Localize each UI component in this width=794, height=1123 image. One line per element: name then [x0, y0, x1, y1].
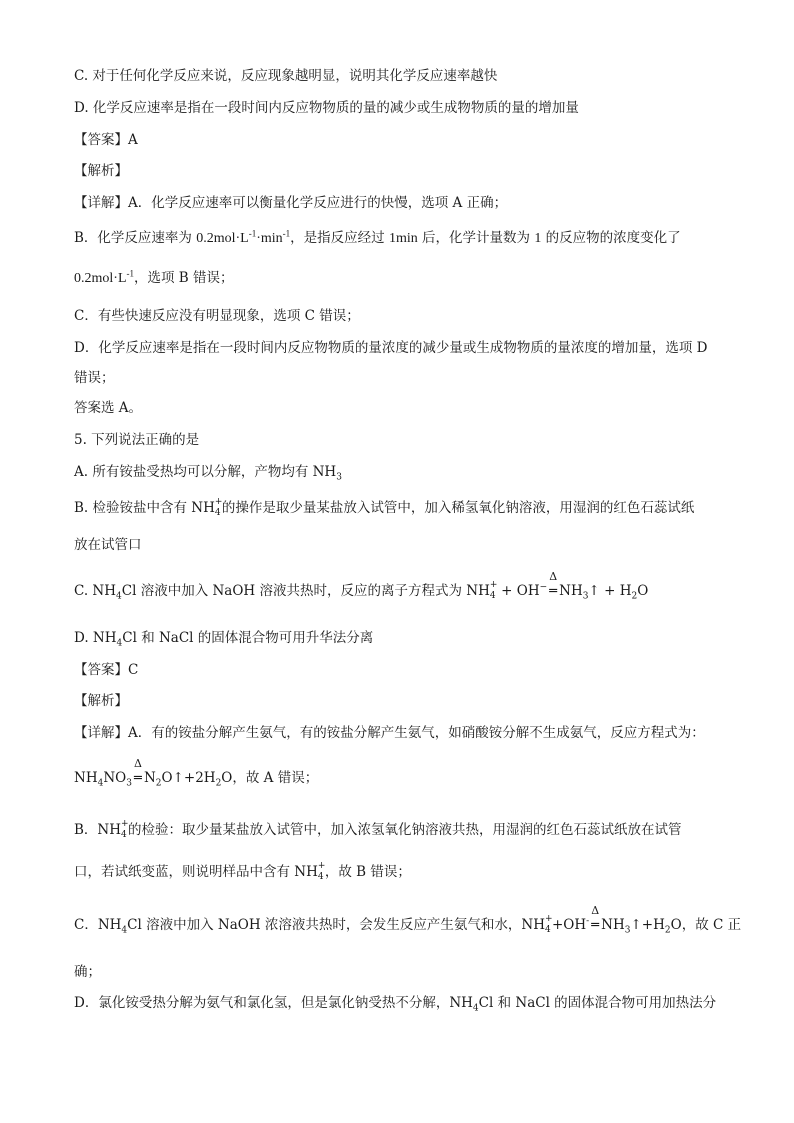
answer-label-2: 【答案】C: [74, 662, 139, 678]
subscript-four: 4: [214, 507, 221, 518]
subscript: 3: [582, 591, 589, 602]
text-segment: Cl 和 NaCl 的固体混合物可用升华法分离: [122, 630, 374, 646]
text-segment: D．氯化铵受热分解为氨气和氯化氢，但是氯化钠受热不分解，NH: [74, 995, 473, 1011]
subscript: 4: [121, 925, 128, 936]
text-segment: C．NH: [74, 917, 122, 933]
formula-part: 0.2mol·L: [74, 271, 127, 286]
q5-option-d: [74, 628, 373, 648]
delta-symbol: Δ: [591, 904, 600, 917]
analysis-label-2: 【解析】: [74, 693, 128, 709]
text-segment: O，故 A 错误；: [221, 770, 319, 786]
explain-b-cont: [74, 268, 234, 289]
text-segment: NH: [601, 917, 625, 933]
text-segment: A. 所有铵盐受热均可以分解，产物均有 NH: [74, 464, 337, 480]
formula-part: ·min: [256, 231, 283, 246]
text-segment: Cl 溶液中加入 NaOH 溶液共热时，反应的离子方程式为 NH: [121, 583, 490, 599]
q5-option-b: [74, 498, 694, 518]
q5-option-a: [74, 462, 342, 482]
text-segment: 的反应物的浓度变化了: [541, 230, 681, 246]
superscript: -: [586, 916, 590, 927]
ammonium-charge: [544, 913, 553, 935]
formula: 1min: [388, 231, 418, 246]
text-segment: B. 检验铵盐中含有 NH: [74, 500, 215, 516]
text-segment: 后，化学计量数为: [417, 230, 535, 246]
analysis-label: 【解析】: [74, 163, 128, 179]
text-segment: B．NH: [74, 822, 122, 838]
formula: 1: [534, 231, 542, 246]
text-segment: NH: [559, 583, 583, 599]
heating-sign: [589, 904, 601, 936]
formula: [196, 228, 291, 246]
explain2-c: [74, 904, 742, 936]
text-segment: ，选项 B 错误；: [134, 270, 234, 286]
text-segment: O: [637, 583, 649, 599]
explain-c: C．有些快速反应没有明显现象，选项 C 错误；: [74, 308, 360, 324]
answer-label: 【答案】A: [74, 132, 138, 148]
subscript: 4: [116, 591, 122, 602]
q5-option-c: [74, 570, 649, 602]
text-segment: 口，若试纸变蓝，则说明样品中含有 NH: [74, 864, 318, 880]
text-segment: O↑+2H: [161, 770, 216, 786]
final-answer: 答案选 A。: [74, 400, 143, 416]
subscript-four: 4: [489, 590, 496, 601]
subscript: 3: [624, 925, 631, 936]
text-segment: 的操作是取少量某盐放入试管中，加入稀氢氧化钠溶液，用湿润的红色石蕊试纸: [221, 500, 695, 516]
delta-symbol: Δ: [549, 570, 558, 583]
text-segment: ↑+H: [630, 917, 665, 933]
explain2-a: 【详解】A．有的铵盐分解产生氨气，有的铵盐分解产生氨气，如硝酸铵分解不生成氨气，反应方程式为：: [74, 725, 705, 741]
equals-symbol: ═: [134, 771, 142, 786]
text-segment: NO: [103, 770, 127, 786]
charge-plus: +: [121, 818, 129, 829]
superscript: −: [539, 582, 548, 593]
subscript-four: 4: [544, 924, 551, 935]
superscript: -1: [126, 268, 134, 279]
heating-sign: [132, 757, 144, 789]
text-segment: 的检验：取少量某盐放入试管中，加入浓氢氧化钠溶液共热，用湿润的红色石蕊试纸放在试管: [128, 822, 682, 838]
text-segment: N: [143, 770, 156, 786]
text-segment: ，故 B 错误；: [324, 864, 411, 880]
text-segment: Cl 和 NaCl 的固体混合物可用加热法分: [478, 995, 717, 1011]
explain-a: 【详解】A．化学反应速率可以衡量化学反应进行的快慢，选项 A 正确；: [74, 195, 508, 211]
question-5-stem: 5. 下列说法正确的是: [74, 432, 200, 448]
superscript: -1: [248, 228, 257, 239]
q5-option-b-cont: 放在试管口: [74, 537, 142, 553]
text-segment: D. NH: [74, 630, 117, 646]
subscript: 2: [664, 925, 671, 936]
text-segment: +OH: [551, 917, 587, 933]
explain2-d: [74, 993, 716, 1013]
subscript: 4: [472, 1003, 479, 1014]
explain2-b-cont: [74, 862, 411, 882]
explain2-b: [74, 820, 682, 840]
option-d-text: D. 化学反应速率是指在一段时间内反应物物质的量的减少或生成物物质的量的增加量: [74, 100, 579, 116]
ammonium-charge: [214, 496, 223, 518]
subscript-four: 4: [121, 829, 127, 840]
subscript: 4: [116, 638, 123, 649]
formula-part: 0.2mol·L: [196, 231, 249, 246]
text-segment: ，是指反应经过: [290, 230, 389, 246]
explain2-a-equation: [74, 757, 319, 789]
subscript: 4: [97, 778, 104, 789]
text-segment: O，故 C 正: [670, 917, 742, 933]
charge-plus: +: [214, 496, 223, 507]
explain-d-cont: 错误；: [74, 370, 115, 386]
explain-b: [74, 228, 681, 249]
ammonium-charge: [317, 860, 326, 882]
subscript-four: 4: [317, 871, 324, 882]
charge-plus: +: [317, 860, 326, 871]
subscript: 2: [631, 591, 638, 602]
text-segment: Cl 溶液中加入 NaOH 浓溶液共热时，会发生反应产生氨气和水，NH: [127, 917, 545, 933]
ammonium-charge: [121, 818, 129, 840]
option-c-text: C. 对于任何化学反应来说，反应现象越明显，说明其化学反应速率越快: [74, 68, 498, 84]
charge-plus: +: [489, 579, 498, 590]
explain2-c-cont: 确；: [74, 964, 101, 980]
superscript: -1: [282, 228, 291, 239]
equals-symbol: ═: [591, 918, 600, 933]
heating-sign: [547, 570, 559, 602]
subscript: 3: [126, 778, 132, 789]
ammonium-charge: [489, 579, 498, 601]
text-segment: ↑ + H: [588, 583, 632, 599]
text-segment: NH: [74, 770, 98, 786]
delta-symbol: Δ: [133, 757, 142, 770]
subscript: 2: [215, 778, 222, 789]
charge-plus: +: [544, 913, 553, 924]
text-segment: + OH: [496, 583, 540, 599]
equals-symbol: ═: [549, 584, 558, 599]
subscript: 3: [336, 472, 342, 483]
subscript: 2: [155, 778, 162, 789]
text-segment: C. NH: [74, 583, 117, 599]
explain-d: D．化学反应速率是指在一段时间内反应物物质的量浓度的减少量或生成物物质的量浓度的增加量，选项 D: [74, 340, 708, 356]
text-segment: B．化学反应速率为: [74, 230, 197, 246]
formula: [74, 268, 134, 286]
